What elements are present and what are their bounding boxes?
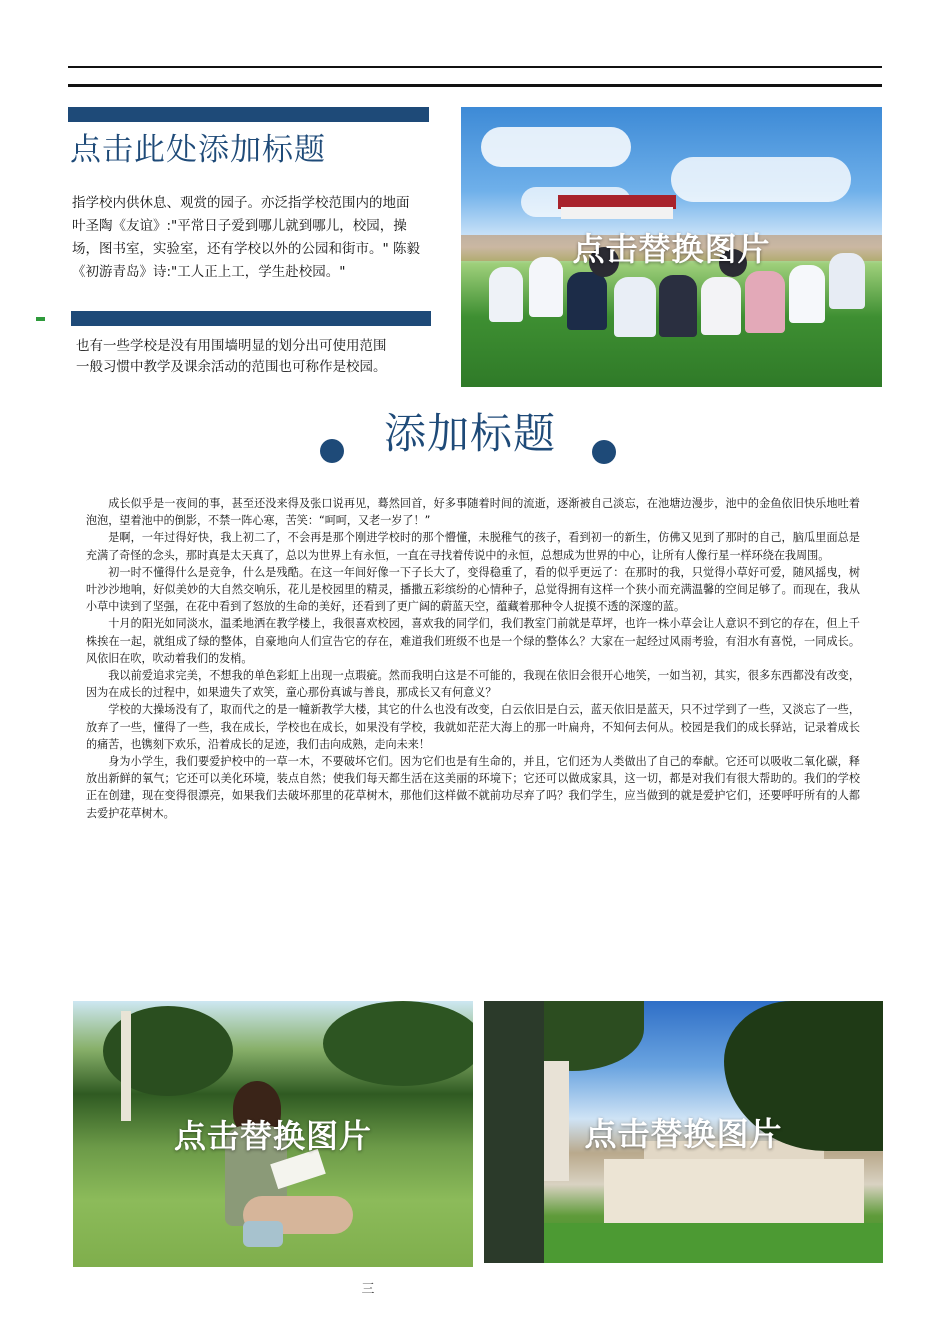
tree [323,1001,473,1086]
body-paragraph: 十月的阳光如同淡水，温柔地洒在教学楼上，我很喜欢校园，喜欢我的同学们，我们教室门前就是草坪，也许一株小草会让人意识不到它的存在，但上千株挨在一起，就组成了绿的整体，自豪地向人们宣告它的存在，难道我们班级不也是一个绿的整体么？大家在一起经过风雨考验，有泪水有喜悦，一同成长。风依旧在吹，吹动着我们的发梢。 [86,617,860,665]
reading-person [223,1081,333,1241]
paragraph-accent-bar [71,311,431,326]
replace-image-label: 点击替换图片 [173,1117,372,1155]
body-paragraph: 成长似乎是一夜间的事，甚至还没来得及张口说再见，蓦然回首，好多事随着时间的流逝，逐渐被自己淡忘，在池塘边漫步，池中的金鱼依旧快乐地吐着泡泡，望着池中的倒影，不禁一阵心寒，苦笑：“呵呵，又老一岁了！” [86,497,860,528]
bag [243,1221,283,1247]
cloud [671,157,851,202]
cloud [481,127,631,167]
building [561,207,673,219]
page-title[interactable]: 点击此处添加标题 [70,132,326,168]
top-rule-thick [68,84,882,87]
page-number: 三 [361,1282,375,1297]
top-rule-thin [68,66,882,68]
body-paragraph: 我以前爱追求完美，不想我的单色彩虹上出现一点瑕疵。然而我明白这是不可能的，我现在依旧会很开心地笑，一如当初，其实，很多东西都没有改变，因为在成长的过程中，如果遗失了欢笑，童心那份真诚与善良，那成长又有何意义？ [86,669,860,700]
body-paragraph: 身为小学生，我们要爱护校中的一草一木，不要破坏它们。因为它们也是有生命的，并且，它们还为人类做出了自己的奉献。它还可以吸收二氧化碳，释放出新鲜的氧气；它还可以美化环境，装点自然；使我们每天都生活在这美丽的环境下；它还可以做成家具，这一切，都是对我们有很大帮助的。我们的学校正在创建，现在变得很漂亮，如果我们去破坏那里的花草树木，那他们这样做不就前功尽弃了吗？我们学生，应当做到的就是爱护它们，还要呼吁所有的人都去爱护花草树木。 [86,755,860,820]
intro-line: 《初游青岛》诗:"工人正上工，学生赴校园。" [72,264,346,280]
replace-image-label: 点击替换图片 [584,1115,783,1153]
intro-paragraph-1 [72,192,447,284]
body-paragraph: 是啊，一年过得好快，我上初二了，不会再是那个刚进学校时的那个懵懂，未脱稚气的孩子，看到初一的新生，仿佛又见到了那时的自己，脑瓜里面总是充满了奇怪的念头，那时真是太天真了，总以为世界上有永恒，一直在寻找着传说中的永恒，总想成为世界的中心，让所有人像行星一样环绕在我周围。 [86,531,860,562]
image-placeholder-reading[interactable] [73,1001,473,1267]
intro-line: 指学校内供休息、观赏的园子。亦泛指学校范围内的地面 [72,195,410,211]
section-title[interactable]: 添加标题 [383,409,556,458]
title-dot-right [592,440,616,464]
article-body [86,495,860,822]
intro-line: 也有一些学校是没有用围墙明显的划分出可使用范围 [76,338,387,354]
intro-line: 场，图书室，实验室，还有学校以外的公园和街市。" 陈毅 [72,241,420,257]
title-dot-left [320,439,344,463]
body-paragraph: 初一时不懂得什么是竞争，什么是残酷。在这一年间好像一下子长大了，变得稳重了，看的似乎更远了：在那时的我，只觉得小草好可爱，随风摇曳，树叶沙沙地响，好似美妙的大自然交响乐，花儿是校园里的精灵，播撒五彩缤纷的心情种子，总觉得拥有这样一个狭小而充满温馨的空间足够了。而现在，我从小草中读到了坚强，在花中看到了怒放的生命的美好，还看到了更广阔的蔚蓝天空，蕴藏着那种令人捉摸不透的深邃的蓝。 [86,565,860,614]
replace-image-label: 点击替换图片 [572,230,771,268]
body-paragraph: 学校的大操场没有了，取而代之的是一幢新教学大楼，其它的什么也没有改变，白云依旧是白云，蓝天依旧是蓝天，只不过学到了一些，又淡忘了一些，放弃了一些，懂得了一些，我在成长，学校也在成长，如果没有学校，我就如茫茫大海上的那一叶扁舟，不知何去何从。校园是我们的成长驿站，记录着成长的痛苦，也镌刻下欢乐，沿着成长的足迹，我们击向成熟，走向未来！ [86,703,860,751]
intro-line: 一般习惯中教学及课余活动的范围也可称作是校园。 [76,359,387,375]
tree-trunk [121,1011,131,1121]
image-placeholder-palace[interactable] [484,1001,883,1263]
palace-building [604,1159,864,1223]
intro-line: 叶圣陶《友谊》:"平常日子爱到哪儿就到哪儿，校园，操 [72,218,407,234]
green-marker [36,317,45,321]
image-placeholder-students[interactable] [461,107,882,387]
intro-paragraph-2 [76,336,436,378]
title-accent-bar [68,107,429,122]
